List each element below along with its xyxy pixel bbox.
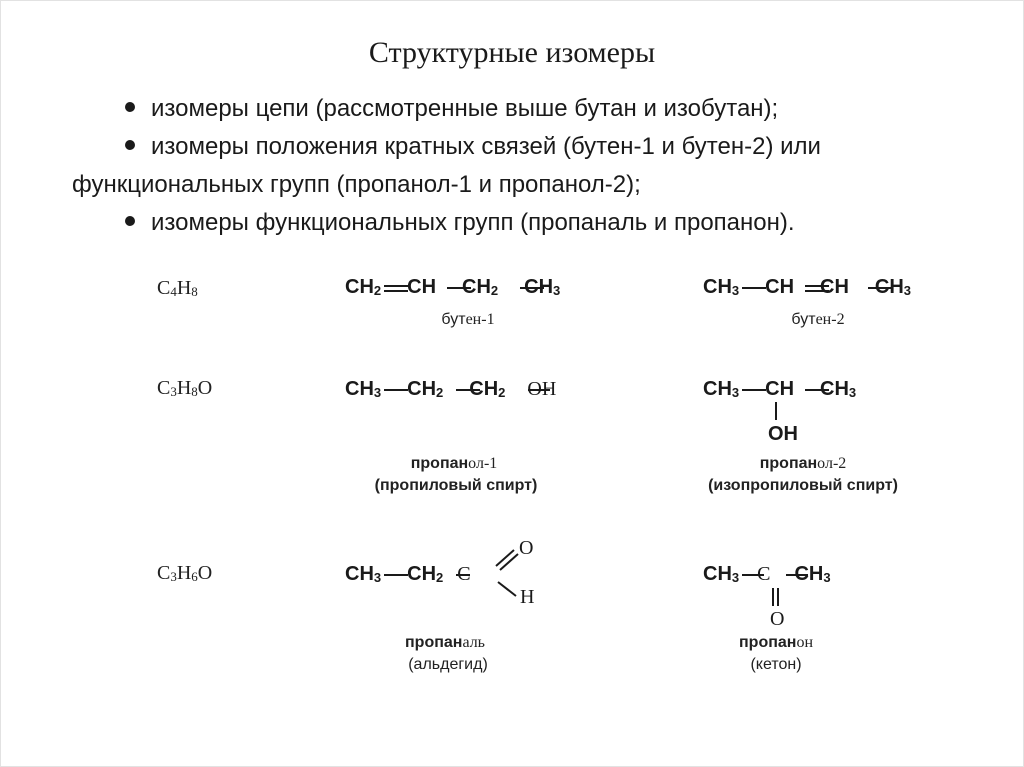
name-butene-1: бутен-1 [441, 311, 495, 328]
molecular-formula-c3h8o: $C_3H_8O$ [157, 377, 213, 399]
formula-propanone: $CH_3$ C $CH_3$ [703, 563, 831, 585]
name-propanol-1: пропанол-1 [410, 455, 498, 472]
formula-propanal: $CH_3$ $CH_2$ C [345, 563, 471, 585]
bullet-dot-icon [125, 216, 135, 226]
note-propanone: (кетон) [750, 656, 802, 673]
bullet-text: изомеры функциональных групп (пропаналь и пропанон). [151, 209, 795, 236]
formula-propanol-2: $CH_3$ CH $CH_3$ [703, 378, 857, 400]
bullet-continuation: функциональных групп (пропанол-1 и пропанол-2); [72, 171, 641, 198]
formula-propanol-2-oh: OH [768, 423, 798, 445]
note-propanol-1: (пропиловый спирт) [374, 477, 538, 494]
note-propanol-2: (изопропиловый спирт) [708, 477, 898, 494]
formula-propanal-o: O [519, 537, 534, 559]
molecular-formula-c3h6o: $C_3H_6O$ [157, 562, 213, 584]
bullet-list [72, 90, 977, 242]
bullet-dot-icon [125, 102, 135, 112]
formula-propanal-h: H [520, 586, 535, 608]
bullet-text: изомеры цепи (рассмотренные выше бутан и изобутан); [151, 95, 779, 122]
formula-propanone-o: O [770, 608, 785, 630]
name-butene-2: бутен-2 [791, 311, 845, 328]
bullet-item-chain-isomers [72, 90, 977, 128]
note-propanal: (альдегид) [408, 656, 488, 673]
bullet-item-functional-isomers [72, 204, 977, 242]
name-propanone: пропанон [739, 634, 813, 651]
name-propanal: пропаналь [405, 634, 485, 651]
bullet-item-position-isomers [72, 128, 977, 166]
formula-butene-2: $CH_3$ CH CH $CH_3$ [703, 276, 912, 298]
bullet-text: изомеры положения кратных связей (бутен-1 и бутен-2) или [151, 133, 821, 160]
formula-propanol-1: $CH_3$ $CH_2$ $CH_2$ OH [345, 378, 557, 400]
molecular-formula-c4h8: $C_4H_8$ [157, 277, 198, 299]
formula-butene-1: $CH_2$ CH $CH_2$ $CH_3$ [345, 276, 561, 298]
name-propanol-2: пропанол-2 [759, 455, 847, 472]
slide-title: Структурные изомеры [368, 36, 656, 69]
bullet-dot-icon [125, 140, 135, 150]
